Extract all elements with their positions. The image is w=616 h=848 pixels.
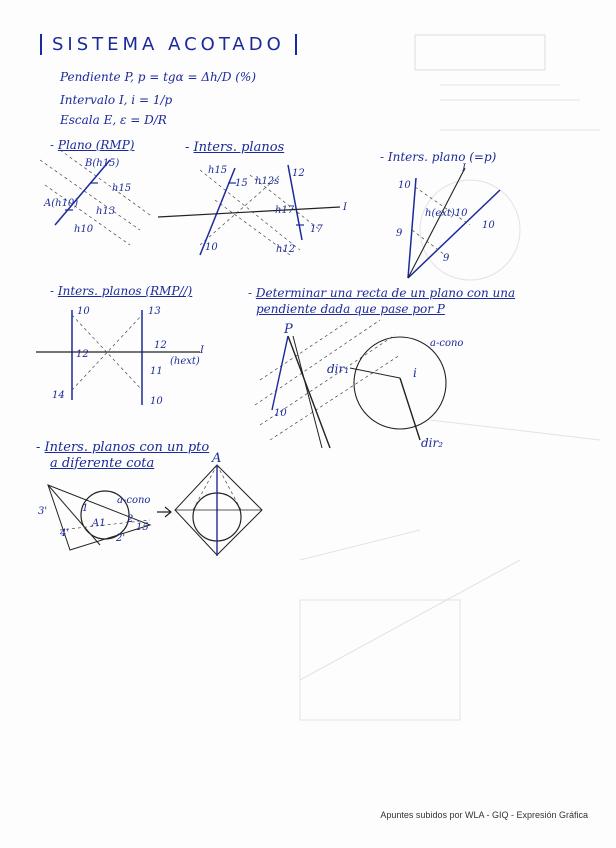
label-12-rmp: 12 <box>154 340 167 351</box>
heading-inters-planos: - Inters. planos <box>185 140 285 155</box>
label-12b-rmp: 12 <box>76 349 89 360</box>
label-11-rmp: 11 <box>150 366 163 377</box>
label-point-p: P <box>284 322 293 337</box>
label-14-rmp: 14 <box>52 390 65 401</box>
heading-inters-cota-line1: - Inters. planos con un pto <box>36 440 210 455</box>
label-10-planos: 10 <box>205 242 218 253</box>
label-i-determinar: i <box>413 366 417 380</box>
definition-pendiente: Pendiente P, p = tgα = Δh/D (%) <box>60 70 257 84</box>
label-h17: h17 <box>275 205 295 216</box>
heading-determinar-line2: pendiente dada que pase por P <box>256 302 445 316</box>
label-1: 1 <box>82 503 89 514</box>
label-i-p: I <box>462 163 466 174</box>
label-a-apex: A <box>212 451 222 466</box>
label-i-rmp: I <box>200 345 204 356</box>
label-9b-p: 9 <box>443 253 450 264</box>
label-cono-determinar: a-cono <box>430 338 464 349</box>
footer-credit: Apuntes subidos por WLA - GIQ - Expresión Gráfica <box>380 810 588 820</box>
heading-inters-plano-p: - Inters. plano (=p) <box>380 150 497 164</box>
page-title: SISTEMA ACOTADO <box>40 34 297 55</box>
label-12-planos: 12 <box>292 168 305 179</box>
label-15-planos: 15 <box>235 178 248 189</box>
label-diag-p: h(ext)10 <box>425 208 468 219</box>
definition-intervalo: Intervalo I, i = 1/p <box>60 93 173 107</box>
label-2: 2 <box>127 514 134 525</box>
label-2-prime: 2' <box>116 533 126 544</box>
label-4-prime: 4' <box>60 528 70 539</box>
label-dir2: dir₂ <box>421 436 444 450</box>
heading-plano-rmp: - Plano (RMP) <box>50 138 135 152</box>
label-dir1: dir₁ <box>327 362 350 376</box>
label-10-p: 10 <box>398 180 411 191</box>
label-3-prime: 3' <box>38 506 48 517</box>
label-hext: (hext) <box>170 356 200 367</box>
label-h13: h13 <box>96 206 116 217</box>
label-15-cota: 15 <box>136 522 149 533</box>
heading-inters-cota-line2: a diferente cota <box>50 456 155 471</box>
label-10-determinar: 10 <box>274 408 287 419</box>
heading-determinar-line1: - Determinar una recta de un plano con una <box>248 286 516 300</box>
label-a-h10: A(h10) <box>44 198 79 209</box>
label-10b-rmp: 10 <box>150 396 163 407</box>
label-h12: h12 <box>276 244 296 255</box>
label-intersection-i: I <box>343 202 347 213</box>
label-h12s: h12s <box>255 176 280 187</box>
label-cono-cota: a-cono <box>117 495 151 506</box>
label-9-p: 9 <box>396 228 403 239</box>
label-17: 17 <box>310 224 323 235</box>
label-10-rmp: 10 <box>77 306 90 317</box>
label-h15: h15 <box>112 183 132 194</box>
definition-escala: Escala E, ε = D/R <box>60 113 167 127</box>
label-13-rmp: 13 <box>148 306 161 317</box>
label-h10: h10 <box>74 224 94 235</box>
label-h15-planos: h15 <box>208 165 228 176</box>
label-b-h15: B(h15) <box>85 158 120 169</box>
heading-inters-planos-rmp: - Inters. planos (RMP//) <box>50 284 193 298</box>
label-10b-p: 10 <box>482 220 495 231</box>
label-a1: A1 <box>92 518 106 529</box>
